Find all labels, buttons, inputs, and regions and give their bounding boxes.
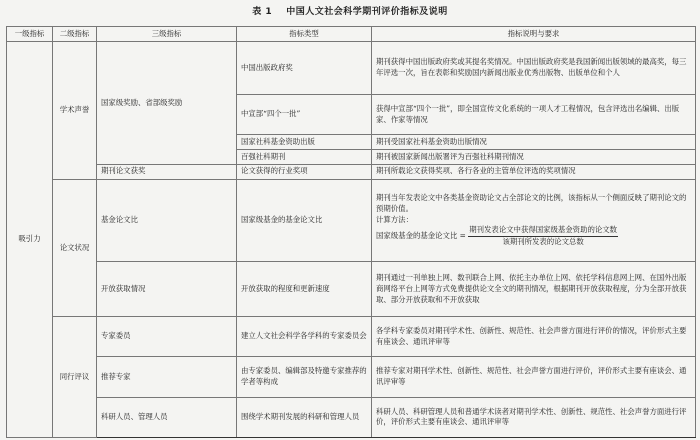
desc-cell: 期刊被国家新闻出版署评为百强社科期刊情况 [372,149,696,164]
type-cell: 论文获得的行业奖项 [237,164,372,179]
level1-cell: 吸引力 [7,42,53,438]
table-row [7,262,696,317]
type-cell: 国家级基金的基金论文比 [237,179,372,262]
desc-cell: 期刊所载论文获得奖项、各行各业的主管单位评选的奖项情况 [372,164,696,179]
table-caption [0,4,700,17]
level2-paper-status: 论文状况 [53,179,97,317]
type-cell: 建立人文社会科学各学科的专家委员会 [237,317,372,357]
table-title: 中国人文社会科学期刊评价指标及说明 [286,7,448,17]
header-description: 指标说明与要求 [372,27,696,42]
formula-denominator: 该期刊所发表的论文总数 [502,237,584,246]
formula-numerator: 期刊发表论文中获得国家级基金资助的论文数 [468,225,618,237]
table-row [7,397,696,437]
level2-peer-review: 同行评议 [53,317,97,438]
header-level1: 一级指标 [7,27,53,42]
table-row [7,317,696,357]
calc-label: 计算方法： [376,214,413,224]
level3-cell: 期刊论文获奖 [97,164,237,179]
level3-national-awards: 国家级奖励、省部级奖励 [97,42,237,165]
table-row [7,179,696,262]
desc-cell: 期刊通过一刊单独上网、数刊联合上网、依托主办单位上网、依托学科信息网上网、在国外出版商网络平台上网等方式免费提供论文全文的期刊情况，根据期刊开放获取程度，分为全部开放获取、部分开放获取和不开放获取 [372,262,696,317]
header-row [7,27,696,42]
type-cell: 百强社科期刊 [237,149,372,164]
desc-cell: 推荐专家对期刊学术性、创新性、规范性、社会声誉方面进行评价，评价形式主要有座谈会、通讯评审等 [372,357,696,397]
level3-cell: 科研人员、管理人员 [97,397,237,437]
type-cell: 开放获取的程度和更新速度 [237,262,372,317]
desc-cell: 期刊受国家社科基金资助出版情况 [372,135,696,150]
desc-cell: 各学科专家委员对期刊学术性、创新性、规范性、社会声誉方面进行评价的情况，评价形式主要有座谈会、通讯评审等 [372,317,696,357]
table-row [7,357,696,397]
formula-lhs: 国家级基金的基金论文比 = [376,231,466,241]
header-type: 指标类型 [237,27,372,42]
desc-cell: 科研人员、科研管理人员和普通学术读者对期刊学术性、创新性、规范性、社会声誉方面进行评价，评价形式主要有座谈会、通讯评审等 [372,397,696,437]
table-row [7,42,696,95]
level3-cell: 开放获取情况 [97,262,237,317]
formula-fraction [468,225,618,247]
level2-academic-reputation: 学术声誉 [53,42,97,180]
type-cell: 中国出版政府奖 [237,42,372,95]
level3-cell: 基金论文比 [97,179,237,262]
table-row [7,164,696,179]
formula [376,225,691,247]
type-cell: 由专家委员、编辑部及特邀专家推荐的学者等构成 [237,357,372,397]
indicator-table [6,26,696,438]
desc-cell: 获得中宣部“四个一批”，即全国宣传文化系统的一项人才工程情况，包含评选出名编辑、出版家、作家等情况 [372,94,696,134]
table-number: 表 1 [252,7,273,17]
fund-description: 期刊当年发表论文中各类基金资助论文占全部论文的比例，该指标从一个侧面反映了期刊论文的预期价值。 [376,193,687,213]
level3-cell: 推荐专家 [97,357,237,397]
header-level3: 三级指标 [97,27,237,42]
level3-cell: 专家委员 [97,317,237,357]
desc-cell [372,179,696,262]
header-level2: 二级指标 [53,27,97,42]
type-cell: 围绕学术期刊发展的科研和管理人员 [237,397,372,437]
type-cell: 国家社科基金资助出版 [237,135,372,150]
desc-cell: 期刊获得中国出版政府奖或其提名奖情况。中国出版政府奖是我国新闻出版领域的最高奖，每三年评选一次，旨在表彰和奖励国内新闻出版业优秀出版物、出版单位和个人 [372,42,696,95]
type-cell: 中宣部“四个一批” [237,94,372,134]
